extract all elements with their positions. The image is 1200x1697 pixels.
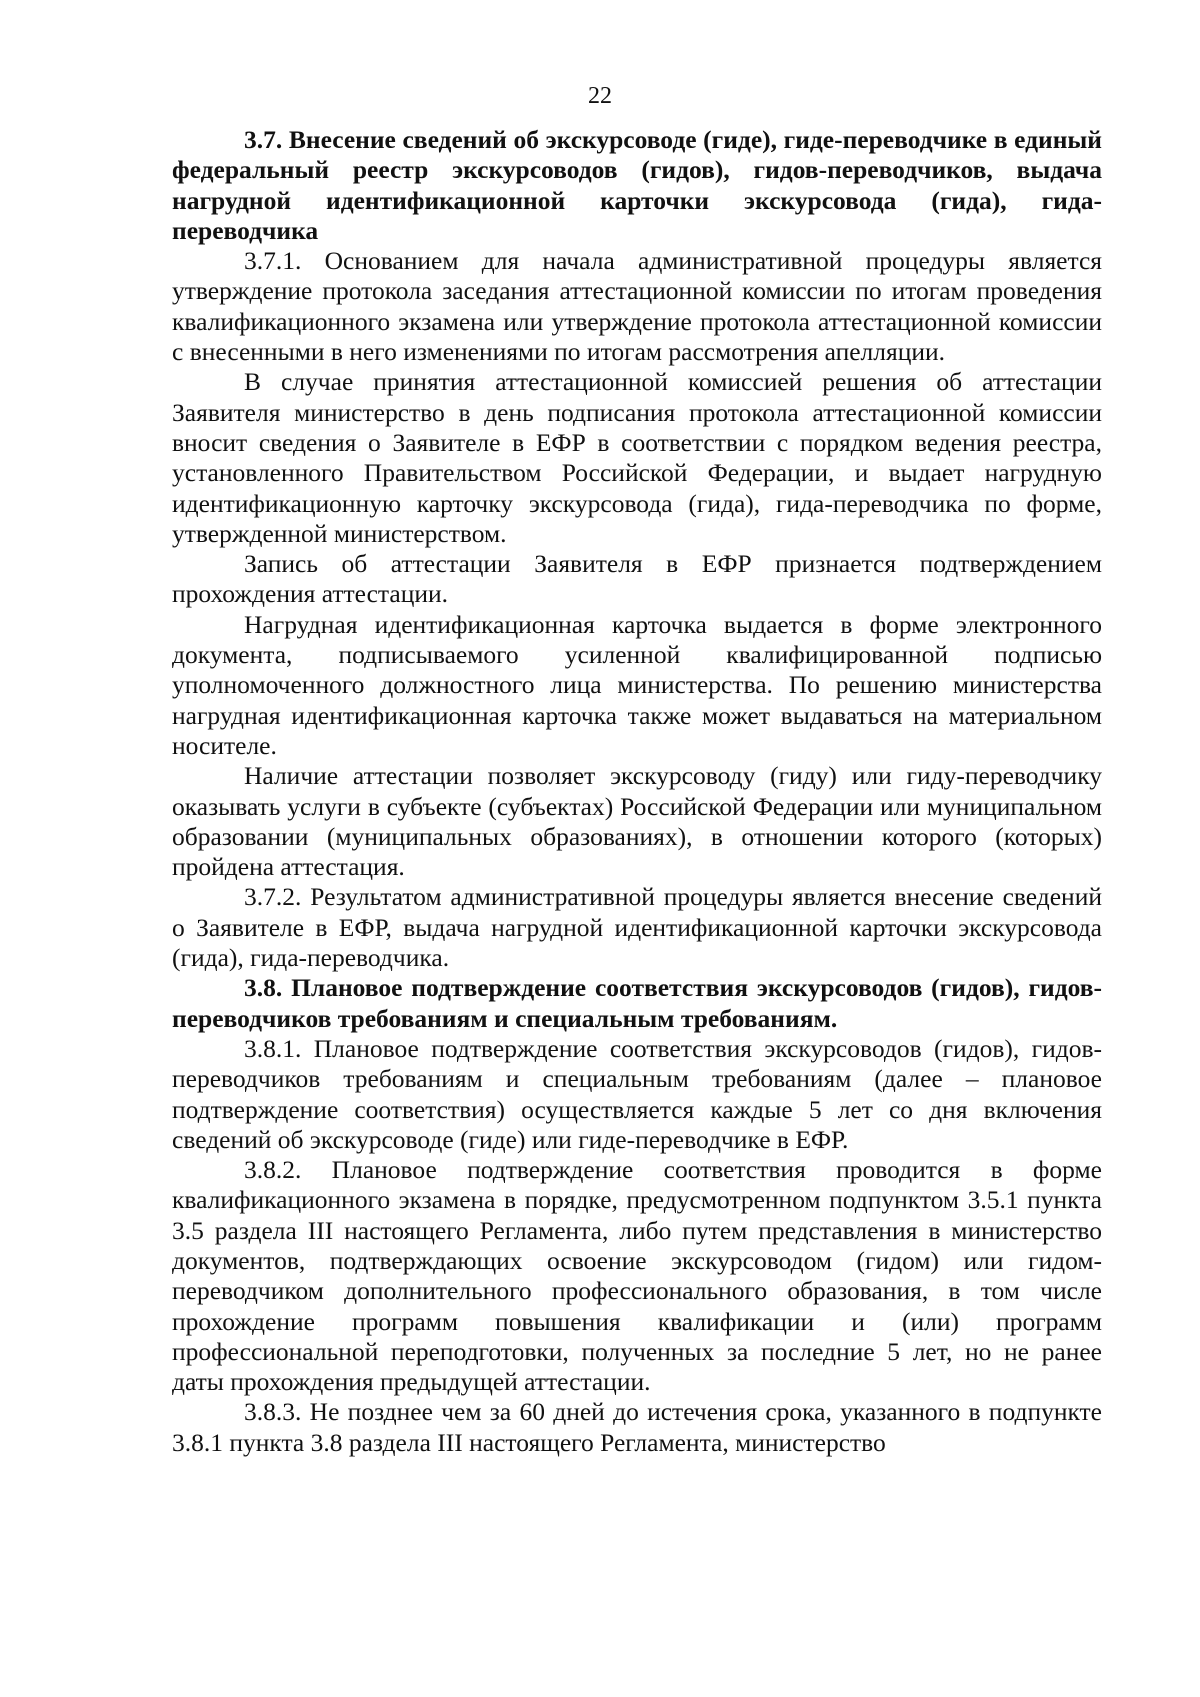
paragraph-id-card: Нагрудная идентификационная карточка выдается в форме электронного документа, подписываемого усиленной квалифицированной подписью уполномоченного должностного лица министерства. По решению министерства нагрудная идентификационная карточка также может выдаваться на материальном носителе. — [172, 609, 1102, 760]
paragraph-3-8-1: 3.8.1. Плановое подтверждение соответствия экскурсоводов (гидов), гидов-переводчиков требованиям и специальным требованиям (далее – плановое подтверждение соответствия) осуществляется каждые 5 лет со дня включения сведений об экскурсоводе (гиде) или гиде-переводчике в ЕФР. — [172, 1033, 1102, 1154]
document-body — [172, 125, 1102, 1458]
paragraph-3-7-1: 3.7.1. Основанием для начала административной процедуры является утверждение протокола заседания аттестационной комиссии по итогам проведения квалификационного экзамена или утверждение протокола аттестационной комиссии с внесенными в него изменениями по итогам рассмотрения апелляции. — [172, 246, 1102, 367]
paragraph-efr-record: Запись об аттестации Заявителя в ЕФР признается подтверждением прохождения аттестации. — [172, 549, 1102, 609]
paragraph-3-7-2: 3.7.2. Результатом административной процедуры является внесение сведений о Заявителе в ЕФР, выдача нагрудной идентификационной карточки экскурсовода (гида), гида-переводчика. — [172, 882, 1102, 973]
section-heading-3-7: 3.7. Внесение сведений об экскурсоводе (гиде), гиде-переводчике в единый федеральный реестр экскурсоводов (гидов), гидов-переводчиков, выдача нагрудной идентификационной карточки экскурсовода (гида), гида-переводчика — [172, 125, 1102, 245]
paragraph-3-8-2: 3.8.2. Плановое подтверждение соответствия проводится в форме квалификационного экзамена в порядке, предусмотренном подпунктом 3.5.1 пункта 3.5 раздела III настоящего Регламента, либо путем представления в министерство документов, подтверждающих освоение экскурсоводом (гидом) или гидом-переводчиком дополнительного профессионального образования, в том числе прохождение программ повышения квалификации и (или) программ профессиональной переподготовки, полученных за последние 5 лет, но не ранее даты прохождения предыдущей аттестации. — [172, 1155, 1102, 1397]
paragraph-attestation-decision: В случае принятия аттестационной комиссией решения об аттестации Заявителя министерство в день подписания протокола аттестационной комиссии вносит сведения о Заявителе в ЕФР в соответствии с порядком ведения реестра, установленного Правительством Российской Федерации, и выдает нагрудную идентификационную карточку экскурсовода (гида), гида-переводчика по форме, утвержденной министерством. — [172, 367, 1102, 548]
page-number: 22 — [588, 83, 612, 109]
paragraph-3-8-3: 3.8.3. Не позднее чем за 60 дней до истечения срока, указанного в подпункте 3.8.1 пункта 3.8 раздела III настоящего Регламента, министерство — [172, 1397, 1102, 1457]
paragraph-attestation-scope: Наличие аттестации позволяет экскурсоводу (гиду) или гиду-переводчику оказывать услуги в субъекте (субъектах) Российской Федерации или муниципальном образовании (муниципальных образованиях), в отношении которого (которых) пройдена аттестация. — [172, 761, 1102, 882]
section-heading-3-8: 3.8. Плановое подтверждение соответствия экскурсоводов (гидов), гидов-переводчиков требованиям и специальным требованиям. — [172, 973, 1102, 1033]
